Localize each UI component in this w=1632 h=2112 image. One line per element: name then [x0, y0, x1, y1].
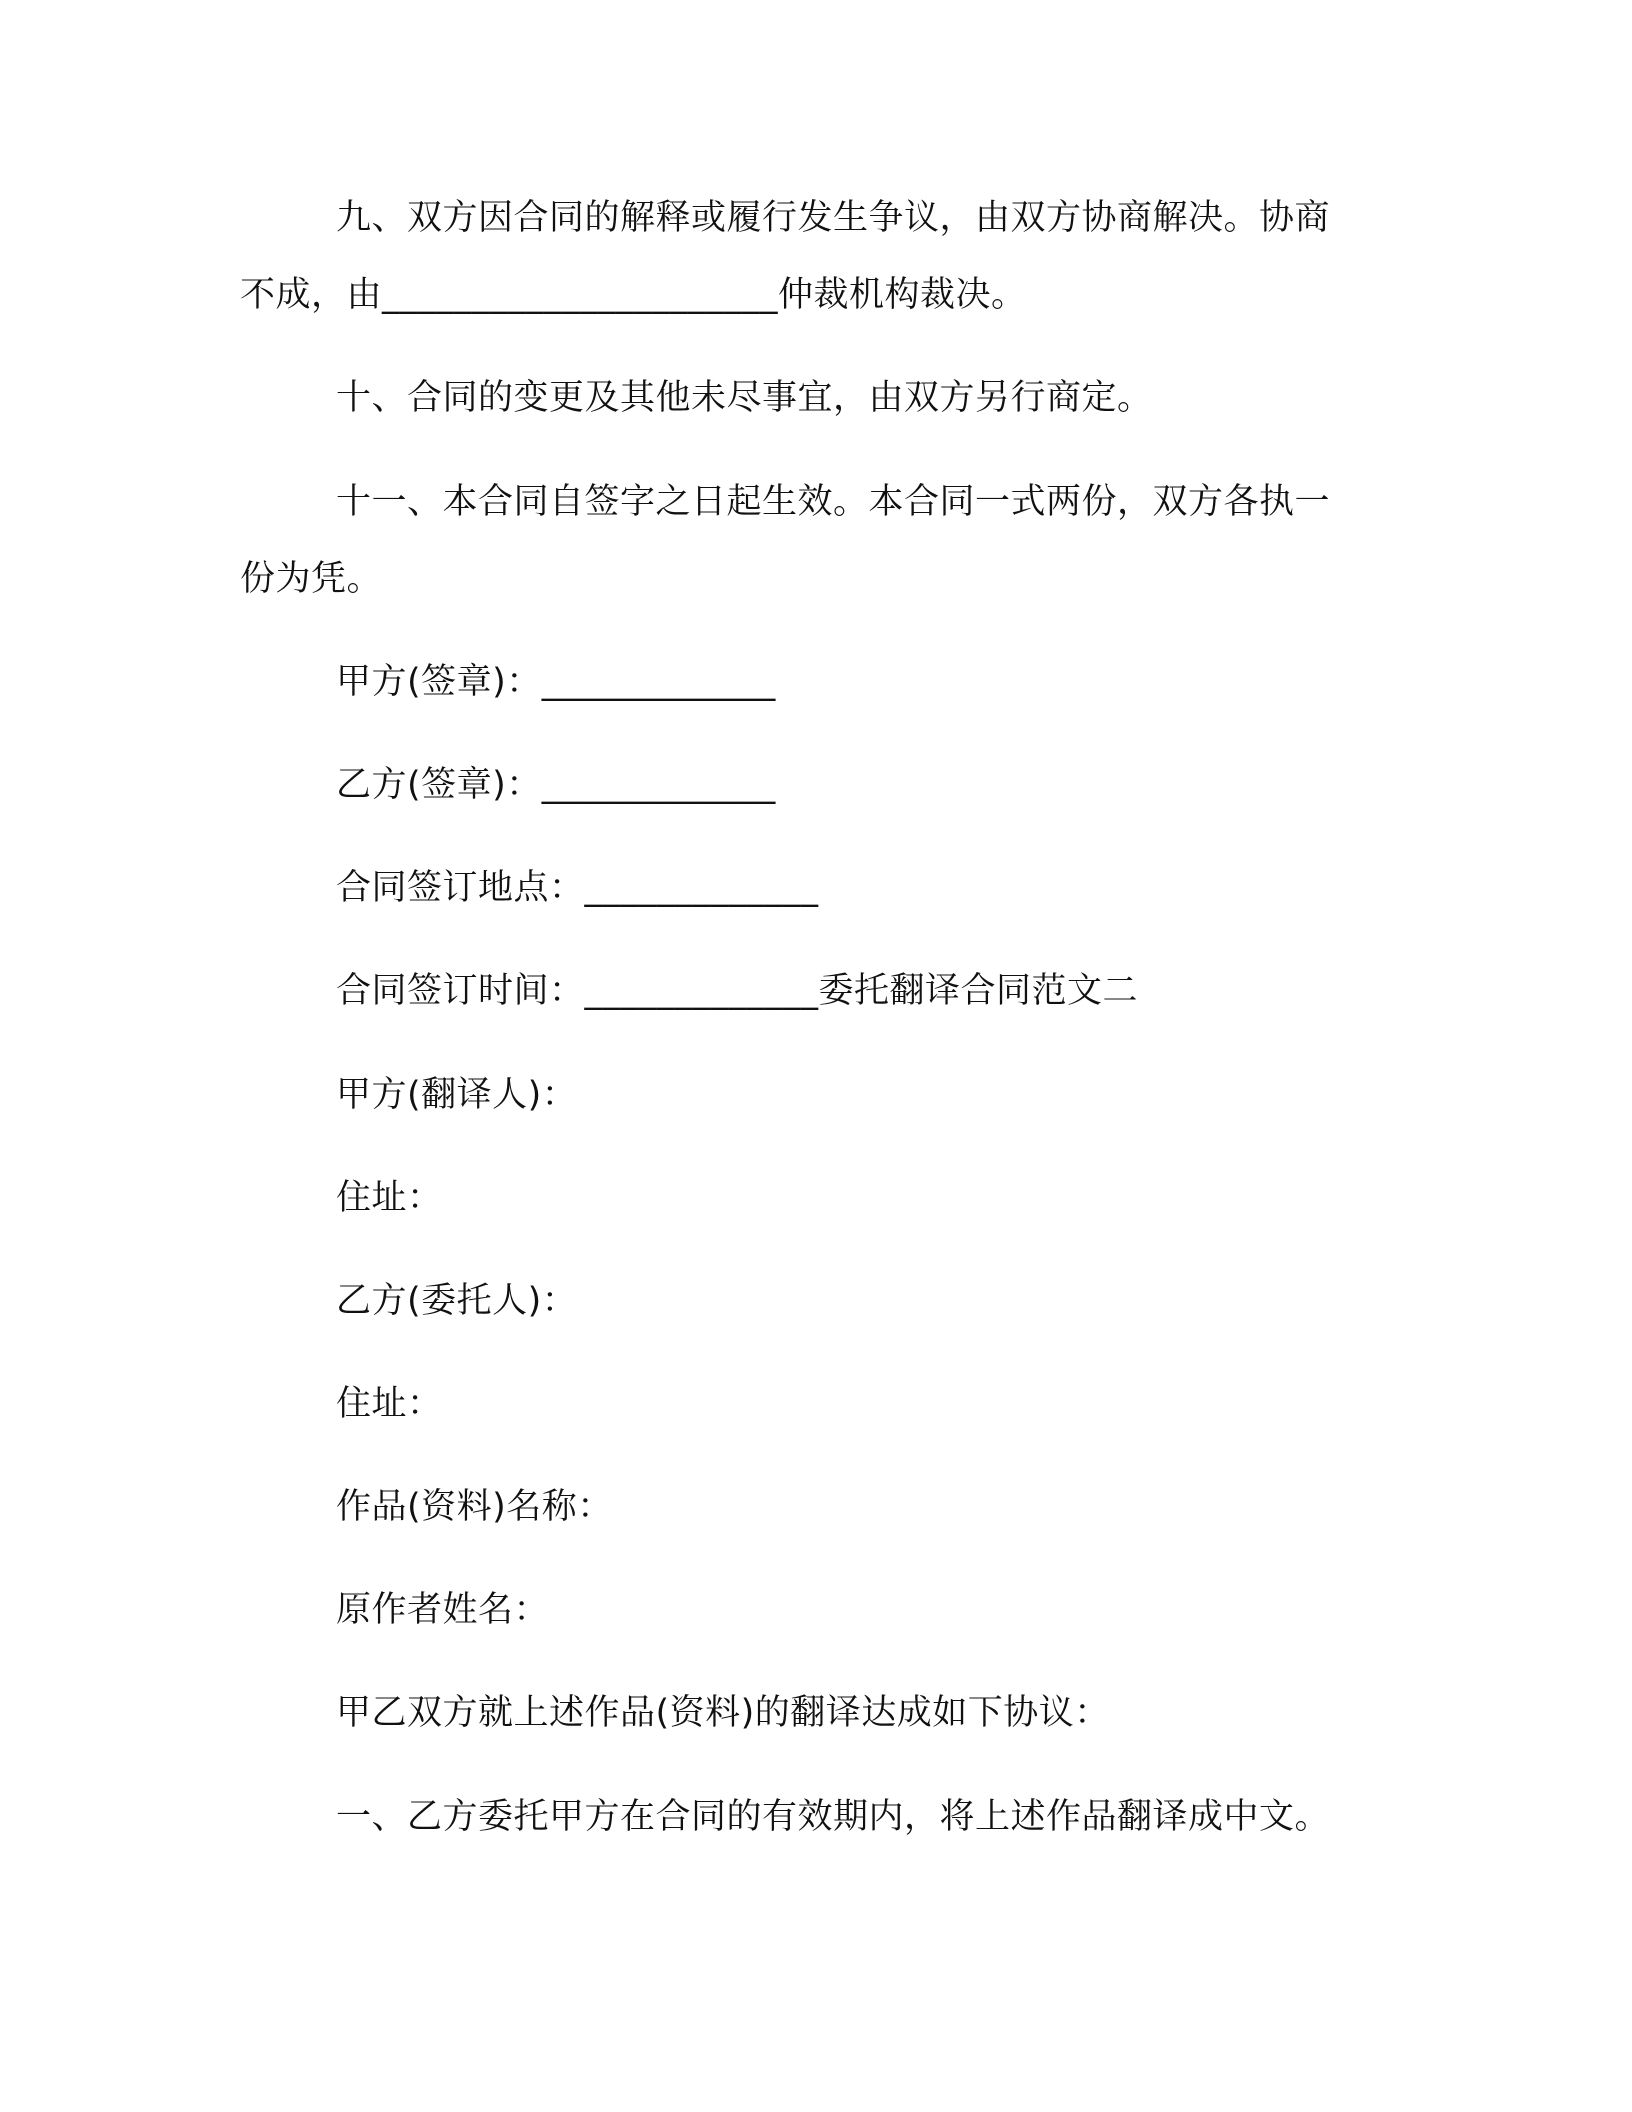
clause-9-line-2: 不成，由______________________仲裁机构裁决。	[240, 275, 1027, 315]
signing-time: 合同签订时间：_____________委托翻译合同范文二	[336, 971, 1139, 1011]
clause-10: 十、合同的变更及其他未尽事宜，由双方另行商定。	[336, 378, 1153, 418]
original-author: 原作者姓名：	[336, 1590, 550, 1630]
party-a-signature: 甲方(签章)：_____________	[336, 662, 776, 702]
clause-9-line-1: 九、双方因合同的解释或履行发生争议，由双方协商解决。协商	[336, 198, 1331, 238]
clause-1: 一、乙方委托甲方在合同的有效期内，将上述作品翻译成中文。	[336, 1797, 1331, 1837]
clause-11-line-1: 十一、本合同自签字之日起生效。本合同一式两份，双方各执一	[336, 482, 1331, 522]
signing-place: 合同签订地点：_____________	[336, 868, 819, 908]
clause-11-line-2: 份为凭。	[240, 559, 383, 599]
address-b: 住址：	[336, 1384, 443, 1424]
party-a-translator: 甲方(翻译人)：	[336, 1075, 578, 1115]
work-title: 作品(资料)名称：	[336, 1487, 613, 1527]
party-b-signature: 乙方(签章)：_____________	[336, 765, 776, 805]
address-a: 住址：	[336, 1178, 443, 1218]
agreement-intro: 甲乙双方就上述作品(资料)的翻译达成如下协议：	[336, 1693, 1110, 1733]
party-b-client: 乙方(委托人)：	[336, 1281, 578, 1321]
